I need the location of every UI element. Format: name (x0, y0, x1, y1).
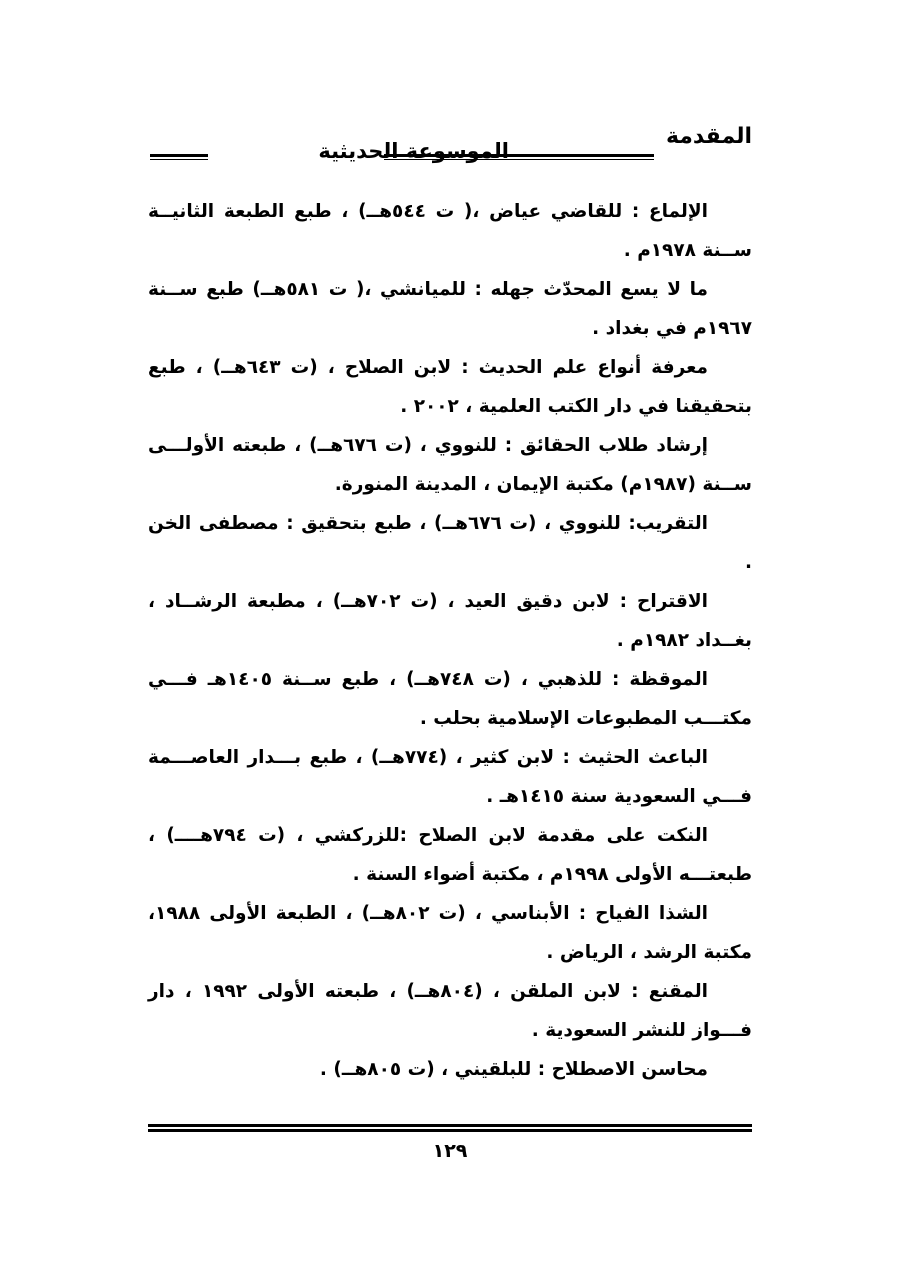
page-number: ١٢٩ (432, 1140, 468, 1162)
bibliography-entry: الاقتراح : لابن دقيق العيد ، (ت ٧٠٢هــ) ، مطبعة الرشــاد ، بغــداد ١٩٨٢م . (148, 591, 752, 651)
bibliography-list (148, 192, 752, 1089)
bibliography-entry: إرشاد طلاب الحقائق : للنووي ، (ت ٦٧٦هــ) ، طبعته الأولـــى ســنة (١٩٨٧م) مكتبة الإيمان ، المدينة المنورة. (148, 435, 752, 495)
bibliography-entry: معرفة أنواع علم الحديث : لابن الصلاح ، (ت ٦٤٣هــ) ، طبع بتحقيقنا في دار الكتب العلمية ، ٢٠٠٢ . (148, 357, 752, 417)
bibliography-entry: الشذا الفياح : الأبناسي ، (ت ٨٠٢هــ) ، الطبعة الأولى ١٩٨٨، مكتبة الرشد ، الرياض . (148, 903, 752, 963)
bibliography-entry: المقنع : لابن الملقن ، (٨٠٤هــ) ، طبعته الأولى ١٩٩٢ ، دار فـــواز للنشر السعودية . (148, 981, 752, 1041)
bibliography-entry: الباعث الحثيث : لابن كثير ، (٧٧٤هــ) ، طبع بـــدار العاصـــمة فـــي السعودية سنة ١٤١٥هـ . (148, 747, 752, 807)
section-title: المقدمة (665, 124, 752, 149)
bibliography-entry: التقريب: للنووي ، (ت ٦٧٦هــ) ، طبع بتحقيق : مصطفى الخن . (148, 513, 752, 573)
bibliography-entry: ما لا يسع المحدّث جهله : للميانشي ،( ت ٥٨١هــ) طبع ســنة ١٩٦٧م في بغداد . (148, 279, 752, 339)
bibliography-entry: الموقظة : للذهبي ، (ت ٧٤٨هــ) ، طبع ســنة ١٤٠٥هـ فـــي مكتـــب المطبوعات الإسلامية بحلب . (148, 669, 752, 729)
bibliography-entry: محاسن الاصطلاح : للبلقيني ، (ت ٨٠٥هــ) . (319, 1059, 708, 1080)
page-header (148, 118, 752, 168)
header-rule-left (150, 154, 208, 160)
book-title: الموسوعة الحديثية (318, 139, 509, 163)
bibliography-entry: الإلماع : للقاضي عياض ،( ت ٥٤٤هــ) ، طبع الطبعة الثانيــة ســنة ١٩٧٨م . (148, 201, 752, 261)
bibliography-entry: النكت على مقدمة لابن الصلاح :للزركشي ، (ت ٧٩٤هــــ) ، طبعتـــه الأولى ١٩٩٨م ، مكتبة أضواء السنة . (148, 825, 752, 885)
footer-rule (148, 1124, 752, 1132)
